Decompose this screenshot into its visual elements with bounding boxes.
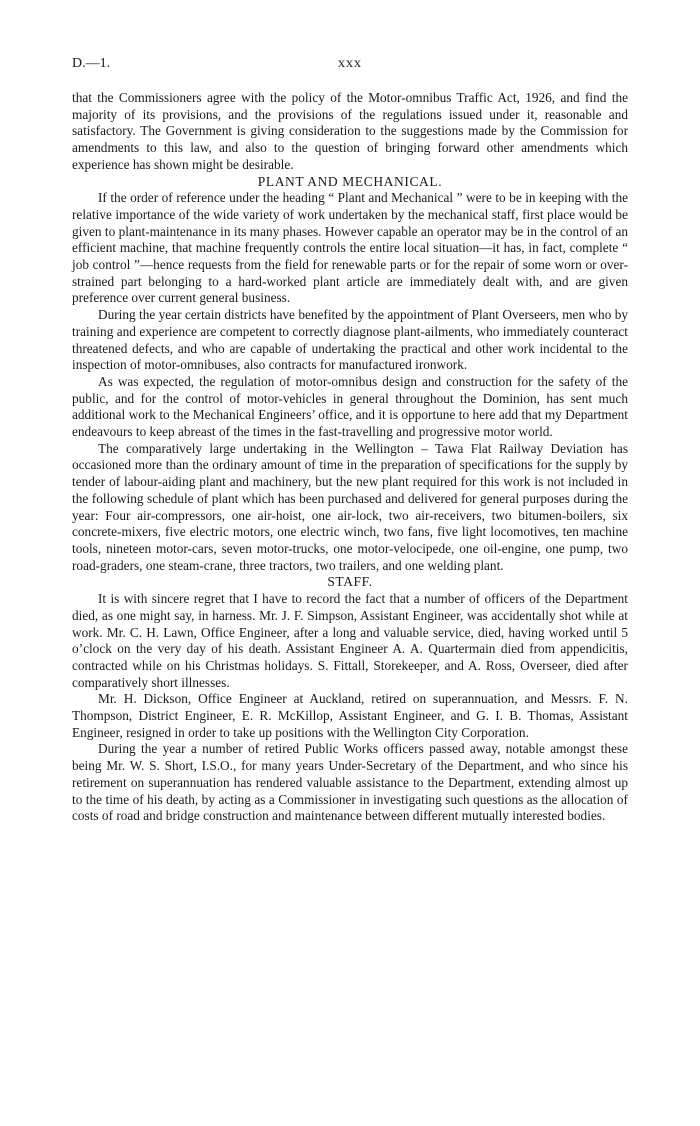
- staff-paragraph: It is with sincere regret that I have to record the fact that a number of officers of the Department died, as one might say, in harness. Mr. J. F. Simpson, Assistant Engineer, was accidentally shot while at work. Mr. C. H. Lawn, Office Engineer, after a long and valuable service, died, having worked until 5 o’clock on the very day of his death. Assistant Engineer A. A. Quartermain died from appendicitis, contracted while on his Christmas holidays. S. Fittall, Storekeeper, and A. Ross, Overseer, died after comparatively short illnesses.: [72, 591, 628, 690]
- plant-paragraph: During the year certain districts have benefited by the appointment of Plant Overseers, men who by training and experience are competent to correctly diagnose plant-ailments, who immediately counteract threatened defects, and who are capable of undertaking the practical and other work incidental to the inspection of motor-omnibuses, also contracts for manufactured ironwork.: [72, 307, 628, 373]
- page-body: [72, 90, 628, 825]
- plant-paragraph: The comparatively large undertaking in the Wellington – Tawa Flat Railway Deviation has occasioned more than the ordinary amount of time in the preparation of specifications for the supply by tender of labour-aiding plant and machinery, but the new plant required for this work is not included in the following schedule of plant which has been purchased and delivered for general purposes during the year: Four air-compressors, one air-hoist, one air-lock, two air-receivers, two bitumen-boilers, six concrete-mixers, five electric motors, one electric winch, two fans, five light locomotives, ten machine tools, nineteen motor-cars, seven motor-trucks, one motor-velocipede, one oil-engine, one pump, two road-graders, one steam-crane, three tractors, two trailers, and one welding plant.: [72, 440, 628, 573]
- document-reference: D.—1.: [72, 56, 111, 71]
- page-number: xxx: [338, 56, 362, 71]
- plant-paragraph: As was expected, the regulation of motor-omnibus design and construction for the safety of the public, and for the control of motor-vehicles in general throughout the Dominion, has sent much additional work to the Mechanical Engineers’ office, and it is opportune to here add that my Department endeavours to keep abreast of the times in the fast-travelling and progressive motor world.: [72, 373, 628, 440]
- section-heading-staff: STAFF.: [327, 574, 373, 590]
- section-heading-plant: PLANT AND MECHANICAL.: [257, 173, 443, 189]
- intro-paragraph: that the Commissioners agree with the policy of the Motor-omnibus Traffic Act, 1926, and find the majority of its provisions, and the provisions of the regulations issued under it, reasonable and satisfactory. The Government is giving consideration to the suggestions made by the Commission for amendments to this law, and also to the question of bringing forward other amendments which experience has shown might be desirable.: [72, 90, 628, 172]
- staff-paragraph: Mr. H. Dickson, Office Engineer at Auckland, retired on superannuation, and Messrs. F. N. Thompson, District Engineer, E. R. McKillop, Assistant Engineer, and G. I. B. Thomas, Assistant Engineer, resigned in order to take up positions with the Wellington City Corporation.: [72, 691, 628, 740]
- staff-paragraph: During the year a number of retired Public Works officers passed away, notable amongst these being Mr. W. S. Short, I.S.O., for many years Under-Secretary of the Department, and who since his retirement on superannuation has rendered valuable assistance to the Department, extending almost up to the time of his death, by acting as a Commissioner in investigating such questions as the allocation of costs of road and bridge construction and maintenance between different mutually interested bodies.: [72, 741, 628, 824]
- plant-paragraph: If the order of reference under the heading “ Plant and Mechanical ” were to be in keeping with the relative importance of the wide variety of work undertaken by the mechanical staff, first place would be given to plant-maintenance in its many phases. However capable an operator may be in the control of an efficient machine, that machine frequently controls the entire local situation—it has, in fact, complete “ job control ”—hence requests from the field for renewable parts or for the repair of some worn or over-strained part belonging to a hard-worked plant article are immediately dealt with, and are given preference over current general business.: [72, 190, 628, 306]
- page-header: [72, 56, 628, 78]
